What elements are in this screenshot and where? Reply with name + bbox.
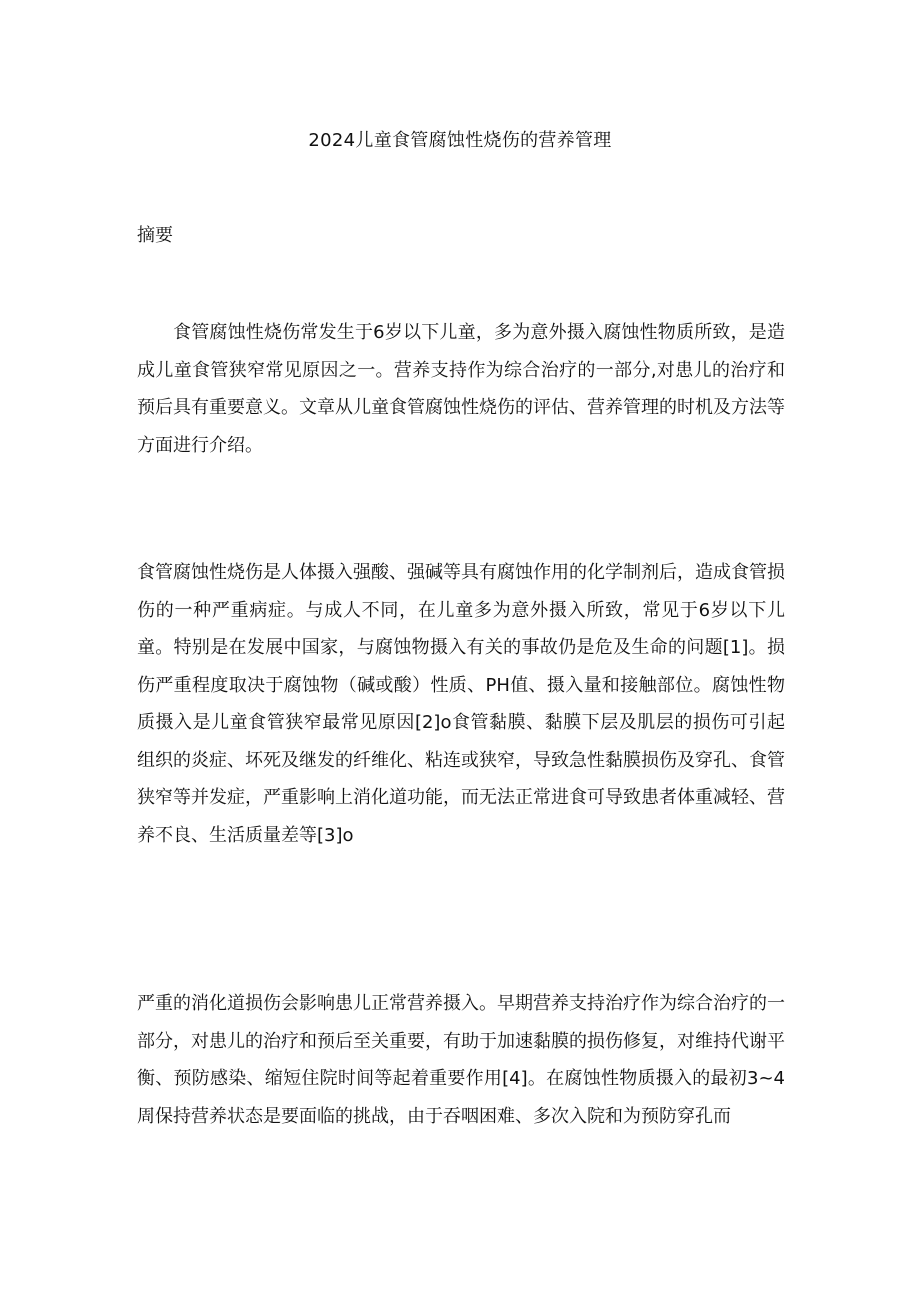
abstract-paragraph: 食管腐蚀性烧伤常发生于6岁以下儿童，多为意外摄入腐蚀性物质所致，是造成儿童食管狭窄常见原因之一。营养支持作为综合治疗的一部分,对患儿的治疗和预后具有重要意义。文章从儿童食管腐蚀性烧伤的评估、营养管理的时机及方法等方面进行介绍。 (137, 322, 785, 456)
document-title: 2024儿童食管腐蚀性烧伤的营养管理 (308, 130, 612, 151)
abstract-heading: 摘要 (137, 225, 173, 246)
body-paragraph-1: 食管腐蚀性烧伤是人体摄入强酸、强碱等具有腐蚀作用的化学制剂后，造成食管损伤的一种严重病症。与成人不同，在儿童多为意外摄入所致，常见于6岁以下儿童。特别是在发展中国家，与腐蚀物摄入有关的事故仍是危及生命的问题[1]。损伤严重程度取决于腐蚀物（碱或酸）性质、PH值、摄入量和接触部位。腐蚀性物质摄入是儿童食管狭窄最常见原因[2]o食管黏膜、黏膜下层及肌层的损伤可引起组织的炎症、坏死及继发的纤维化、粘连或狭窄，导致急性黏膜损伤及穿孔、食管狭窄等并发症，严重影响上消化道功能，而无法正常进食可导致患者体重减轻、营养不良、生活质量差等[3]o (137, 562, 785, 846)
body-paragraph-2: 严重的消化道损伤会影响患儿正常营养摄入。早期营养支持治疗作为综合治疗的一部分，对患儿的治疗和预后至关重要，有助于加速黏膜的损伤修复，对维持代谢平衡、预防感染、缩短住院时间等起着重要作用[4]。在腐蚀性物质摄入的最初3~4周保持营养状态是要面临的挑战，由于吞咽困难、多次入院和为预防穿孔而 (137, 993, 785, 1127)
